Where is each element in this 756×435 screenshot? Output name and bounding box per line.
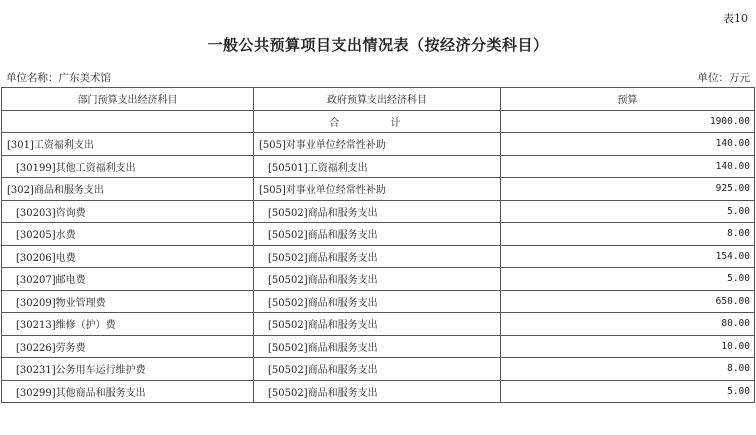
budget-table <box>1 87 755 403</box>
dept-category-cell: [30199]其他工资福利支出 <box>2 155 254 178</box>
dept-category-cell: [30203]咨询费 <box>2 200 254 223</box>
table-header-row <box>2 88 755 111</box>
gov-category-cell: [50502]商品和服务支出 <box>254 223 501 246</box>
dept-category-cell: [301]工资福利支出 <box>2 133 254 156</box>
page-title: 一般公共预算项目支出情况表（按经济分类科目） <box>207 36 549 54</box>
table-row <box>2 380 755 403</box>
budget-amount-cell: 5.00 <box>500 268 754 291</box>
dept-category-cell: [30209]物业管理费 <box>2 290 254 313</box>
total-amount: 1900.00 <box>500 110 754 133</box>
gov-category-cell: [50502]商品和服务支出 <box>254 245 501 268</box>
table-row <box>2 178 755 201</box>
budget-amount-cell: 140.00 <box>500 155 754 178</box>
gov-category-cell: [505]对事业单位经常性补助 <box>254 133 501 156</box>
budget-amount-cell: 140.00 <box>500 133 754 156</box>
gov-category-cell: [50502]商品和服务支出 <box>254 335 501 358</box>
gov-category-cell: [50502]商品和服务支出 <box>254 268 501 291</box>
unit-name-label: 单位名称：广东美术馆 <box>6 72 111 84</box>
budget-amount-cell: 8.00 <box>500 223 754 246</box>
dept-category-cell: [30206]电费 <box>2 245 254 268</box>
table-row <box>2 133 755 156</box>
table-row <box>2 245 755 268</box>
budget-amount-cell: 8.00 <box>500 358 754 381</box>
budget-amount-cell: 5.00 <box>500 380 754 403</box>
gov-category-cell: [50502]商品和服务支出 <box>254 358 501 381</box>
table-row <box>2 313 755 336</box>
gov-category-cell: [50502]商品和服务支出 <box>254 380 501 403</box>
budget-amount-cell: 10.00 <box>500 335 754 358</box>
table-row <box>2 335 755 358</box>
table-row <box>2 290 755 313</box>
dept-category-cell: [30205]水费 <box>2 223 254 246</box>
budget-amount-cell: 5.00 <box>500 200 754 223</box>
table-row <box>2 155 755 178</box>
header-dept-category: 部门预算支出经济科目 <box>2 88 254 111</box>
budget-amount-cell: 80.00 <box>500 313 754 336</box>
gov-category-cell: [505]对事业单位经常性补助 <box>254 178 501 201</box>
table-row <box>2 223 755 246</box>
total-row <box>2 110 755 133</box>
gov-category-cell: [50502]商品和服务支出 <box>254 290 501 313</box>
dept-category-cell: [30226]劳务费 <box>2 335 254 358</box>
header-budget: 预算 <box>500 88 754 111</box>
table-row <box>2 268 755 291</box>
table-row <box>2 358 755 381</box>
dept-category-cell: [30299]其他商品和服务支出 <box>2 380 254 403</box>
dept-category-cell: [30207]邮电费 <box>2 268 254 291</box>
total-label: 合 计 <box>254 110 501 133</box>
dept-category-cell: [30213]维修（护）费 <box>2 313 254 336</box>
budget-amount-cell: 650.00 <box>500 290 754 313</box>
gov-category-cell: [50502]商品和服务支出 <box>254 200 501 223</box>
currency-unit-label: 单位：万元 <box>697 72 750 84</box>
budget-amount-cell: 925.00 <box>500 178 754 201</box>
budget-amount-cell: 154.00 <box>500 245 754 268</box>
gov-category-cell: [50501]工资福利支出 <box>254 155 501 178</box>
table-row <box>2 200 755 223</box>
header-gov-category: 政府预算支出经济科目 <box>254 88 501 111</box>
gov-category-cell: [50502]商品和服务支出 <box>254 313 501 336</box>
dept-category-cell: [302]商品和服务支出 <box>2 178 254 201</box>
dept-category-cell: [30231]公务用车运行维护费 <box>2 358 254 381</box>
table-number: 表10 <box>723 12 748 25</box>
total-empty-cell <box>2 110 254 133</box>
